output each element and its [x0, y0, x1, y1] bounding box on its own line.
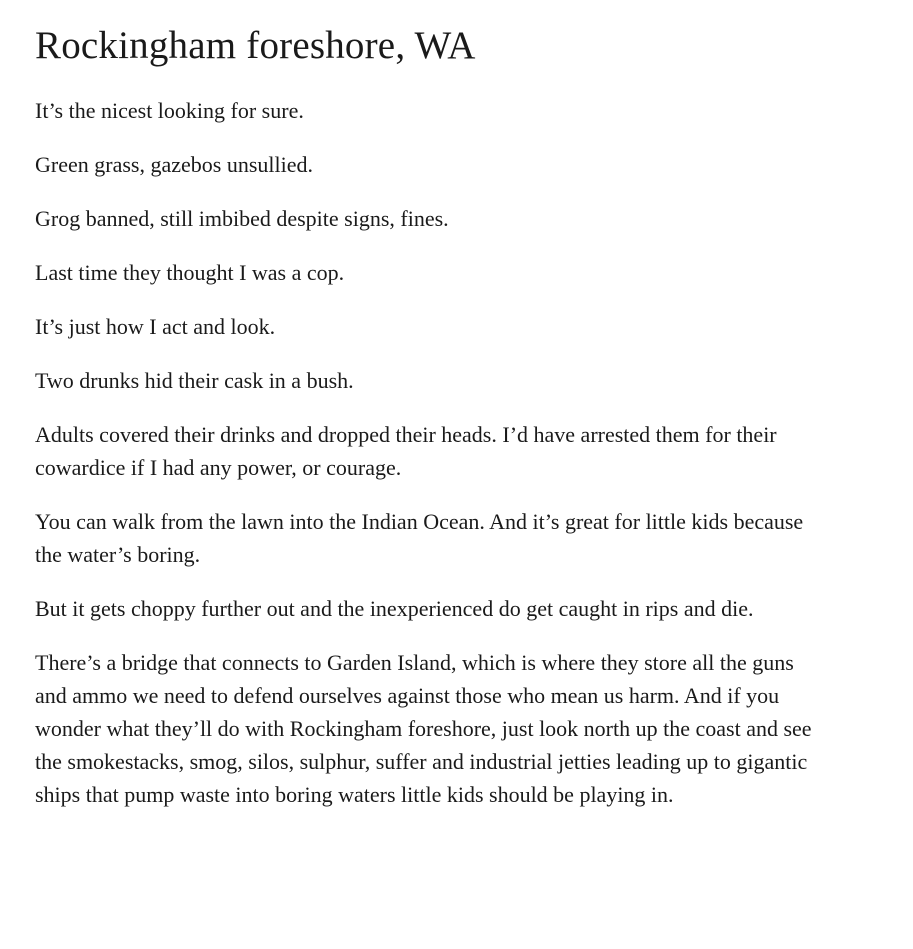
- article-paragraph: It’s just how I act and look.: [35, 313, 276, 339]
- article-paragraph: Last time they thought I was a cop.: [35, 259, 345, 285]
- article-paragraph: But it gets choppy further out and the inexperienced do get caught in rips and die.: [35, 595, 754, 621]
- article-paragraph: You can walk from the lawn into the Indian Ocean. And it’s great for little kids because the water’s boring.: [35, 508, 804, 567]
- article-paragraph: There’s a bridge that connects to Garden Island, which is where they store all the guns and ammo we need to defend ourselves against those who mean us harm. And if you wonder what they’ll do with Rockingham foreshore, just look north up the coast and see the smokestacks, smog, silos, sulphur, suffer and industrial jetties leading up to gigantic ships that pump waste into boring waters little kids should be playing in.: [35, 649, 812, 807]
- article-body: [35, 94, 825, 811]
- article-paragraph: Adults covered their drinks and dropped their heads. I’d have arrested them for their cowardice if I had any power, or courage.: [35, 421, 777, 480]
- article-title: Rockingham foreshore, WA: [35, 24, 476, 67]
- article: [35, 24, 825, 811]
- article-paragraph: Grog banned, still imbibed despite signs, fines.: [35, 205, 449, 231]
- article-paragraph: It’s the nicest looking for sure.: [35, 97, 304, 123]
- article-paragraph: Green grass, gazebos unsullied.: [35, 151, 313, 177]
- article-paragraph: Two drunks hid their cask in a bush.: [35, 367, 354, 393]
